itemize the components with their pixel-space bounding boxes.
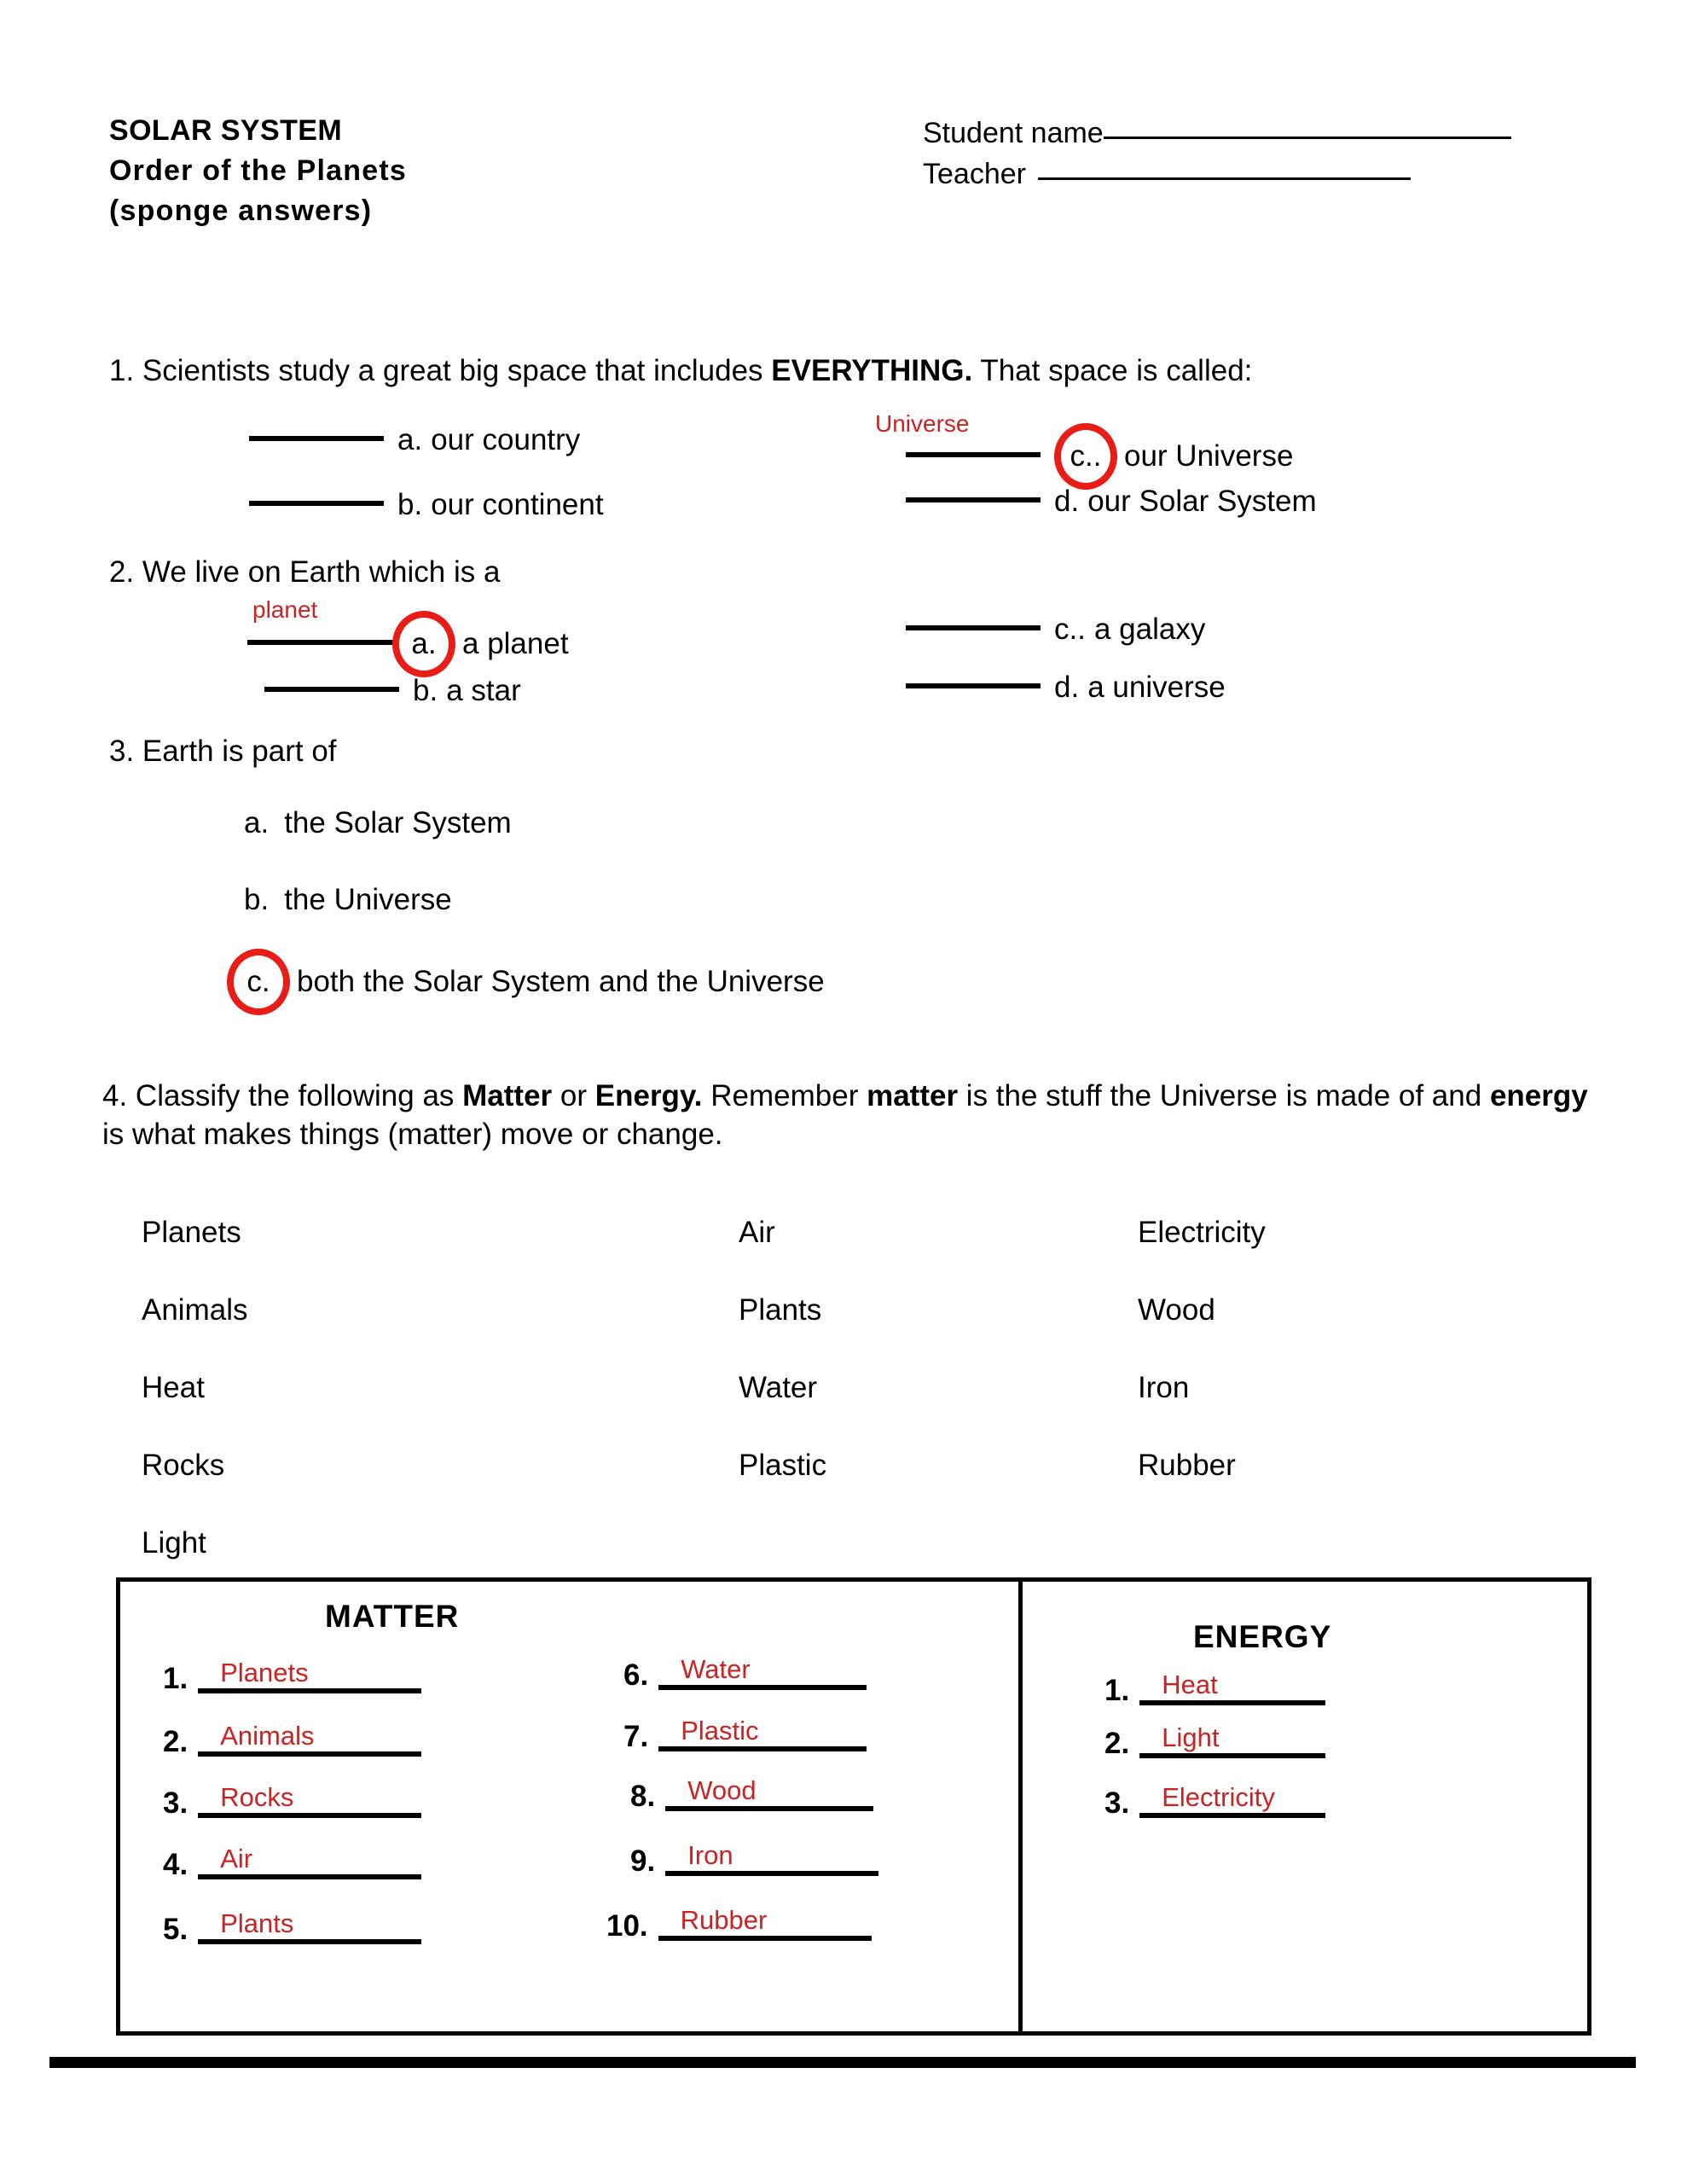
energy-answer-text: Heat: [1162, 1670, 1218, 1699]
q1-option-d-blank[interactable]: [906, 497, 1041, 502]
q2-option-d-blank[interactable]: [906, 683, 1041, 688]
q1-option-c-text: our Universe: [1124, 439, 1294, 473]
q1-option-d-text: our Solar System: [1087, 485, 1317, 518]
energy-answer-row[interactable]: [1104, 1670, 1325, 1707]
matter-answer-blank[interactable]: [198, 1721, 421, 1757]
word-list-item: Light: [142, 1526, 206, 1560]
q2-answer-planet: planet: [252, 596, 318, 623]
q4-bold-energy-2: energy: [1489, 1079, 1588, 1112]
q1-option-a[interactable]: [249, 423, 580, 457]
matter-item-number: 9.: [630, 1844, 656, 1878]
q1-text-b: That space is called:: [972, 354, 1253, 387]
q2-option-c-text: a galaxy: [1093, 613, 1206, 646]
word-list-item: Wood: [1138, 1293, 1215, 1327]
q3-option-a[interactable]: [244, 806, 512, 840]
q2-option-d-letter: d.: [1054, 671, 1080, 704]
matter-answer-row[interactable]: [163, 1908, 421, 1946]
q1-bold-everything: EVERYTHING.: [771, 354, 973, 387]
energy-heading: ENERGY: [1193, 1619, 1332, 1654]
q1-option-b-letter: b.: [397, 488, 423, 521]
q1-option-d-letter: d.: [1054, 485, 1080, 518]
title-line-2: Order of the Planets: [109, 154, 407, 187]
q1-answer-universe: Universe: [875, 410, 970, 437]
energy-answer-blank[interactable]: [1139, 1782, 1325, 1818]
matter-item-number: 8.: [630, 1780, 656, 1813]
q4-seg-5: is what makes things (matter) move or change.: [102, 1118, 723, 1151]
energy-answer-text: Light: [1162, 1722, 1220, 1752]
q2-option-b-text: a star: [446, 674, 521, 707]
q2-option-b-letter: b.: [413, 674, 438, 707]
matter-heading: MATTER: [325, 1599, 460, 1634]
q4-seg-2: or: [552, 1079, 595, 1112]
q3-option-b-text: the Universe: [284, 883, 452, 916]
q1-option-c[interactable]: [906, 423, 1293, 490]
q2-option-c-letter: c..: [1054, 613, 1086, 646]
word-list-item: Rubber: [1138, 1449, 1236, 1482]
q1-text-a: 1. Scientists study a great big space that includes: [109, 354, 772, 387]
q2-option-c[interactable]: [906, 613, 1205, 647]
matter-answer-blank[interactable]: [665, 1775, 873, 1811]
matter-item-number: 7.: [623, 1720, 649, 1753]
energy-answer-text: Electricity: [1162, 1782, 1275, 1812]
title-line-3: (sponge answers): [109, 195, 373, 227]
q4-seg-4: is the stuff the Universe is made of and: [958, 1079, 1490, 1112]
q4-seg-3: Remember: [702, 1079, 867, 1112]
word-list-item: Air: [739, 1216, 775, 1249]
student-name-label: Student name: [923, 117, 1104, 149]
matter-answer-blank[interactable]: [198, 1782, 421, 1818]
q1-option-c-letter: c..: [1070, 439, 1102, 473]
q3-option-c-letter: c.: [246, 965, 270, 998]
q3-option-b-letter: b.: [244, 883, 270, 916]
energy-answer-blank[interactable]: [1139, 1722, 1325, 1758]
word-list-item: Electricity: [1138, 1216, 1266, 1249]
energy-item-number: 1.: [1104, 1674, 1130, 1707]
q4-bold-energy-1: Energy.: [594, 1079, 703, 1112]
q2-option-d-text: a universe: [1087, 671, 1226, 704]
energy-answer-blank[interactable]: [1139, 1670, 1325, 1705]
word-list-item: Water: [739, 1371, 818, 1404]
q4-bold-matter-2: matter: [867, 1079, 959, 1112]
q2-option-c-blank[interactable]: [906, 625, 1041, 630]
matter-item-number: 2.: [163, 1725, 188, 1758]
word-list-item: Planets: [142, 1216, 241, 1249]
matter-answer-blank[interactable]: [658, 1716, 867, 1751]
q3-option-c[interactable]: [227, 949, 825, 1015]
matter-answer-row[interactable]: [623, 1716, 867, 1753]
matter-answer-row[interactable]: [606, 1905, 872, 1943]
matter-answer-text: Rubber: [680, 1905, 768, 1935]
matter-answer-row[interactable]: [163, 1844, 421, 1881]
matter-answer-row[interactable]: [163, 1721, 421, 1758]
matter-answer-text: Air: [220, 1844, 253, 1873]
matter-answer-text: Water: [681, 1654, 751, 1684]
title-line-1: SOLAR SYSTEM: [109, 114, 343, 147]
matter-answer-row[interactable]: [630, 1775, 873, 1813]
word-list-item: Plants: [739, 1293, 822, 1327]
q1-option-c-circle[interactable]: [1054, 423, 1117, 490]
teacher-label: Teacher: [923, 158, 1026, 190]
q1-option-d[interactable]: [906, 485, 1317, 519]
q1-option-a-blank[interactable]: [249, 436, 384, 441]
q3-option-c-text: both the Solar System and the Universe: [297, 965, 825, 998]
q4-bold-matter-1: Matter: [462, 1079, 553, 1112]
q2-option-a-circle[interactable]: [392, 611, 455, 677]
student-name-input[interactable]: [1104, 136, 1511, 139]
energy-answer-row[interactable]: [1104, 1782, 1325, 1820]
word-list-item: Iron: [1138, 1371, 1190, 1404]
question-2-text: 2. We live on Earth which is a: [109, 555, 501, 589]
q3-option-a-text: the Solar System: [284, 806, 512, 839]
page-title: [109, 111, 407, 231]
q1-option-b[interactable]: [249, 488, 604, 522]
q1-option-b-text: our continent: [431, 488, 604, 521]
matter-item-number: 4.: [163, 1848, 188, 1881]
matter-answer-blank[interactable]: [658, 1905, 872, 1941]
q4-seg-1: 4. Classify the following as: [102, 1079, 463, 1112]
question-1-text: [109, 351, 1593, 390]
q2-option-a-text: a planet: [462, 627, 569, 660]
q3-option-c-circle[interactable]: [227, 949, 290, 1015]
matter-answer-text: Iron: [687, 1840, 733, 1870]
matter-answer-text: Rocks: [220, 1782, 294, 1812]
header-fields: [923, 113, 1511, 195]
matter-answer-row[interactable]: [163, 1782, 421, 1820]
word-list-item: Animals: [142, 1293, 248, 1327]
matter-answer-row[interactable]: [630, 1840, 878, 1878]
matter-item-number: 6.: [623, 1658, 649, 1692]
q2-option-a[interactable]: [247, 611, 569, 677]
q1-option-b-blank[interactable]: [249, 501, 384, 506]
energy-item-number: 2.: [1104, 1727, 1130, 1760]
matter-item-number: 5.: [163, 1913, 188, 1946]
matter-answer-blank[interactable]: [658, 1654, 867, 1690]
matter-answer-text: Plastic: [681, 1716, 759, 1745]
answer-boxes: [116, 1577, 1591, 2036]
q2-option-d[interactable]: [906, 671, 1226, 705]
matter-answer-text: Plants: [220, 1908, 294, 1938]
q2-option-b[interactable]: [264, 674, 521, 708]
energy-item-number: 3.: [1104, 1786, 1130, 1820]
q2-option-b-blank[interactable]: [264, 687, 399, 692]
q1-option-a-letter: a.: [397, 423, 423, 456]
q1-option-a-text: our country: [431, 423, 581, 456]
q1-option-c-blank[interactable]: [906, 452, 1041, 457]
bottom-rule: [49, 2057, 1636, 2068]
matter-answer-row[interactable]: [623, 1654, 867, 1692]
matter-answer-row[interactable]: [163, 1658, 421, 1695]
q3-option-b[interactable]: [244, 883, 452, 917]
matter-answer-text: Wood: [687, 1775, 757, 1805]
q2-option-a-blank[interactable]: [247, 640, 399, 645]
matter-item-number: 10.: [606, 1909, 648, 1943]
matter-answer-blank[interactable]: [198, 1908, 421, 1944]
matter-item-number: 3.: [163, 1786, 188, 1820]
word-list-item: Plastic: [739, 1449, 827, 1482]
student-name-field-row: [923, 113, 1511, 154]
energy-answer-row[interactable]: [1104, 1722, 1325, 1760]
matter-box: [120, 1582, 1023, 2031]
teacher-field-row: [923, 154, 1511, 195]
teacher-input[interactable]: [1038, 177, 1411, 180]
matter-answer-blank[interactable]: [665, 1840, 878, 1876]
matter-answer-text: Planets: [220, 1658, 309, 1687]
question-4-text: [102, 1077, 1603, 1153]
matter-answer-blank[interactable]: [198, 1658, 421, 1693]
question-3-text: 3. Earth is part of: [109, 735, 337, 768]
energy-box: [1023, 1582, 1587, 2031]
q3-option-a-letter: a.: [244, 806, 270, 839]
q2-option-a-letter: a.: [411, 627, 437, 660]
matter-item-number: 1.: [163, 1662, 188, 1695]
matter-answer-blank[interactable]: [198, 1844, 421, 1879]
word-list-item: Rocks: [142, 1449, 225, 1482]
word-list-item: Heat: [142, 1371, 205, 1404]
matter-answer-text: Animals: [220, 1721, 315, 1751]
